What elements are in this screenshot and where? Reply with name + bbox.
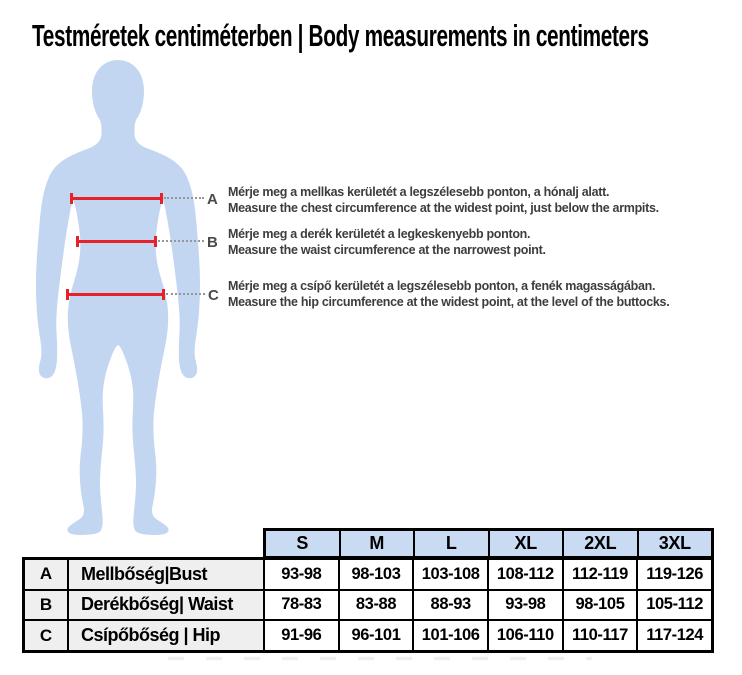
waist-2xl: 98-105: [564, 591, 637, 620]
waist-m: 83-88: [340, 591, 413, 620]
page-title: Testméretek centiméterben | Body measurements in centimeters: [32, 18, 649, 53]
size-column-m: M: [341, 531, 414, 556]
waist-s: 78-83: [265, 591, 338, 620]
chest-connector-line: [164, 197, 204, 199]
figure-label-b: B: [207, 234, 218, 251]
hip-l: 101-106: [414, 621, 487, 650]
size-header-row: [263, 528, 714, 559]
waist-annotation: [228, 227, 546, 258]
size-column-l: L: [415, 531, 488, 556]
hip-annotation-hu: Mérje meg a csípő kerületét a legszélesebb ponton, a fenék magasságában.: [228, 279, 656, 293]
bust-m: 98-103: [340, 560, 413, 589]
row-label-bust: Mellbőség|Bust: [69, 560, 263, 589]
bust-xl: 108-112: [489, 560, 562, 589]
hip-connector-line: [166, 293, 205, 295]
hip-annotation: [228, 279, 669, 310]
bust-3xl: 119-126: [638, 560, 711, 589]
size-column-3xl: 3XL: [639, 531, 712, 556]
hip-2xl: 110-117: [564, 621, 637, 650]
size-column-s: S: [266, 531, 339, 556]
row-key-hip: C: [25, 621, 67, 650]
body-silhouette-figure: [0, 54, 236, 538]
bust-s: 93-98: [265, 560, 338, 589]
chest-annotation-en: Measure the chest circumference at the widest point, just below the armpits.: [228, 200, 659, 215]
hip-3xl: 117-124: [638, 621, 711, 650]
chest-annotation: [228, 185, 659, 216]
bust-2xl: 112-119: [564, 560, 637, 589]
waist-measure-line: [77, 240, 156, 243]
waist-3xl: 105-112: [638, 591, 711, 620]
body-silhouette-icon: [0, 54, 236, 538]
size-column-xl: XL: [490, 531, 563, 556]
cropped-text-artifact: [168, 657, 592, 660]
waist-l: 88-93: [414, 591, 487, 620]
row-label-hip: Csípőbőség | Hip: [69, 621, 263, 650]
waist-connector-line: [158, 240, 204, 242]
waist-xl: 93-98: [489, 591, 562, 620]
row-key-waist: B: [25, 591, 67, 620]
chest-annotation-hu: Mérje meg a mellkas kerületét a legszélesebb ponton, a hónalj alatt.: [228, 185, 610, 199]
size-column-2xl: 2XL: [564, 531, 637, 556]
row-label-waist: Derékbőség| Waist: [69, 591, 263, 620]
row-key-bust: A: [25, 560, 67, 589]
measurements-table: [22, 557, 714, 653]
figure-label-c: C: [208, 287, 219, 304]
waist-annotation-en: Measure the waist circumference at the narrowest point.: [228, 242, 546, 257]
chest-measure-line: [71, 197, 162, 200]
waist-annotation-hu: Mérje meg a derék kerületét a legkeskenyebb ponton.: [228, 227, 531, 241]
hip-annotation-en: Measure the hip circumference at the widest point, at the level of the buttocks.: [228, 294, 670, 309]
hip-xl: 106-110: [489, 621, 562, 650]
hip-m: 96-101: [340, 621, 413, 650]
hip-s: 91-96: [265, 621, 338, 650]
bust-l: 103-108: [414, 560, 487, 589]
hip-measure-line: [67, 293, 164, 296]
figure-label-a: A: [207, 191, 218, 208]
